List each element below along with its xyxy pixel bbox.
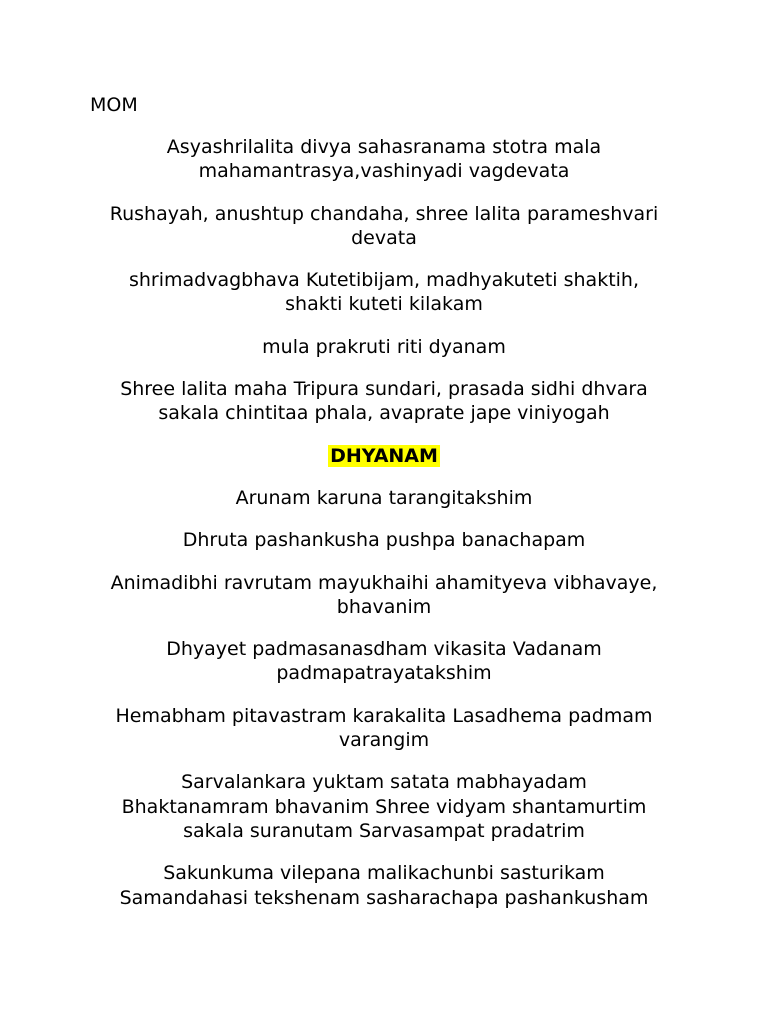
- text-line: padmapatrayatakshim: [276, 662, 492, 685]
- text-line: Dhyayet padmasanasdham vikasita Vadanam: [166, 638, 602, 661]
- highlighted-heading: DHYANAM: [330, 444, 438, 467]
- text-line: Samandahasi tekshenam sasharachapa pashankusham: [119, 886, 649, 909]
- text-line: Dhruta pashankusha pushpa banachapam: [182, 529, 586, 552]
- paragraph: [0, 770, 768, 843]
- text-line: varangim: [338, 729, 430, 752]
- text-line: Arunam karuna tarangitakshim: [235, 486, 533, 509]
- text-line: shrimadvagbhava Kutetibijam, madhyakuteti shaktih,: [128, 269, 640, 292]
- paragraph: [0, 202, 768, 251]
- paragraph: [0, 268, 768, 317]
- text-line: mula prakruti riti dyanam: [262, 335, 506, 358]
- paragraph: [0, 528, 768, 552]
- text-line: sakala chintitaa phala, avaprate jape viniyogah: [158, 402, 610, 425]
- text-line: Sakunkuma vilepana malikachunbi sasturikam: [163, 862, 605, 885]
- paragraph: [0, 704, 768, 753]
- paragraph: [0, 486, 768, 510]
- text-line: mahamantrasya,vashinyadi vagdevata: [198, 160, 570, 183]
- text-line: Sarvalankara yuktam satata mabhayadam: [181, 771, 587, 794]
- paragraph: [0, 571, 768, 620]
- text-line: sakala suranutam Sarvasampat pradatrim: [183, 819, 585, 842]
- paragraph: [0, 135, 768, 184]
- paragraph: [0, 637, 768, 686]
- text-line: devata: [351, 226, 417, 249]
- section-heading: [0, 444, 768, 468]
- text-line: bhavanim: [336, 595, 432, 618]
- text-line: Shree lalita maha Tripura sundari, prasada sidhi dhvara: [120, 378, 648, 401]
- text-line: Animadibhi ravrutam mayukhaihi ahamityeva vibhavaye,: [110, 571, 658, 594]
- document-header: MOM: [90, 94, 138, 116]
- text-line: Rushayah, anushtup chandaha, shree lalita parameshvari: [109, 202, 659, 225]
- document-body: [0, 135, 768, 928]
- text-line: Bhaktanamram bhavanim Shree vidyam shantamurtim: [121, 795, 647, 818]
- paragraph: [0, 861, 768, 910]
- text-line: Hemabham pitavastram karakalita Lasadhema padmam: [115, 704, 653, 727]
- text-line: Asyashrilalita divya sahasranama stotra mala: [166, 136, 602, 158]
- paragraph: [0, 335, 768, 359]
- paragraph: [0, 377, 768, 426]
- text-line: shakti kuteti kilakam: [285, 293, 483, 316]
